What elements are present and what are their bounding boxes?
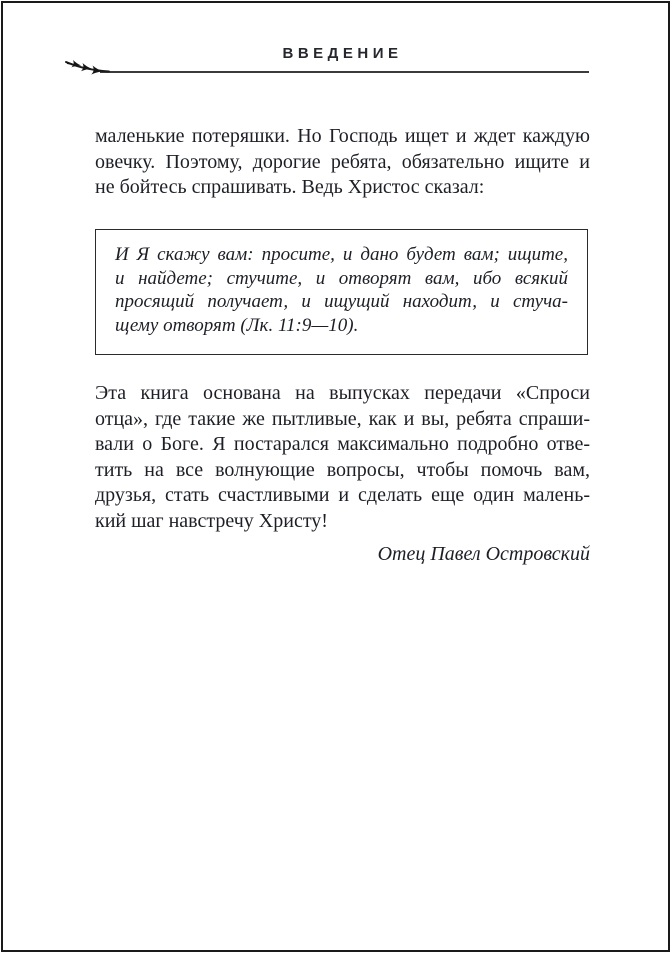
author-signature: Отец Павел Островский: [377, 543, 590, 565]
text-line: друзья, стать счастливыми и сделать еще один малень-: [95, 484, 590, 506]
text-line: Эта книга основана на выпусках передачи «Спроси: [95, 382, 590, 404]
chapter-title: ВВЕДЕНИЕ: [282, 45, 403, 62]
text-line: И Я скажу вам: просите, и дано будет вам; ищите,: [115, 244, 568, 265]
text-line: щему отворят (Лк. 11:9—10).: [115, 314, 359, 336]
header-rule: [100, 71, 589, 73]
paragraph-about-book: [95, 381, 590, 534]
text-line: и найдете; стучите, и отворят вам, ибо всякий: [115, 267, 568, 289]
text-line: просящий получает, и ищущий находит, и стуча-: [115, 291, 568, 312]
text-line: вали о Боге. Я постарался максимально подробно отве-: [95, 433, 590, 455]
chapter-header: [95, 45, 590, 62]
paragraph-intro: [95, 124, 590, 201]
text-line: маленькие потеряшки. Но Господь ищет и ждет каждую: [95, 125, 590, 147]
text-line: тить на все волнующие вопросы, чтобы помочь вам,: [95, 458, 590, 481]
text-line: не бойтесь спрашивать. Ведь Христос сказал:: [95, 176, 485, 198]
text-line: кий шаг навстречу Христу!: [95, 509, 328, 532]
scripture-quote-box: [95, 229, 588, 355]
branch-ornament-icon: [64, 54, 110, 86]
text-line: отца», где такие же пытливые, как и вы, ребята спраши-: [95, 407, 590, 430]
text-line: овечку. Поэтому, дорогие ребята, обязательно ищите и: [95, 150, 590, 173]
